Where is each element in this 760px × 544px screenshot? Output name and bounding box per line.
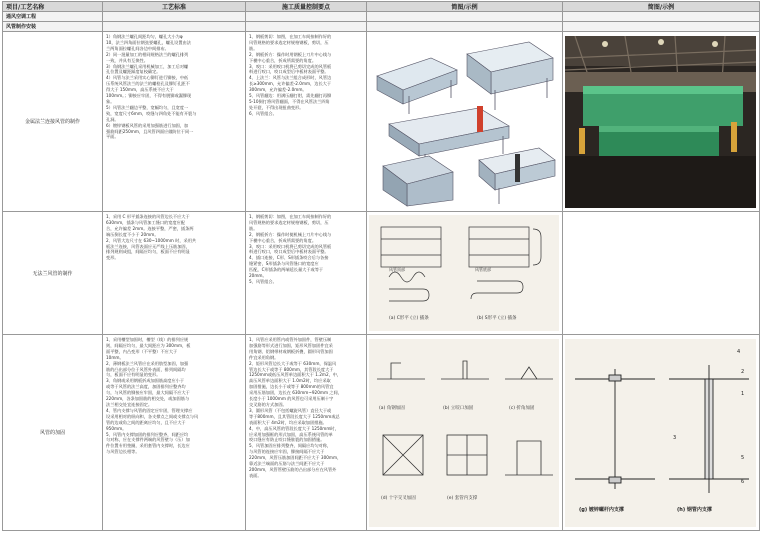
row-control: 1、钢板剪切：如图，在加工车间按制作好的 风管规格的要求选定材规格钢板，剪切，压 筋。 2、钢板折方：操作时使机械上刀片中心线与 下模中心重合，折成所需要的角度。 3、咬口：采用咬口机将已剪切完成的风管板 料进行咬口，咬口成型后中板材表面平整。 4、插口连接，C形、S形插条咬合后与各接 缝紧密，S形插条与风管缝口的宽度应 匹配，C形插条的两端延长量大于或等于 20mm。 5、风管组合。 xyxy=(246,212,367,335)
header-figure-2: 简图/示例 xyxy=(563,2,760,12)
header-row xyxy=(3,2,760,12)
bolt-support-caption: (g) 镀锌螺杆内支撑 xyxy=(579,506,624,513)
duct-fabrication-diagram xyxy=(369,36,559,208)
empty-figure-cell xyxy=(563,212,760,335)
table-row xyxy=(3,32,760,212)
s-insert-caption: (b) S形平 (立) 插条 xyxy=(477,316,517,321)
table-row xyxy=(3,335,760,531)
photo-cell xyxy=(563,32,760,212)
seaming-machine xyxy=(479,148,555,204)
fold-reinforce-caption: (c) 折角加固 xyxy=(509,405,535,411)
subsection-title: 风管制作安装 xyxy=(3,22,103,32)
reinforcement-diagram xyxy=(369,339,559,527)
row-name: 风管的加固 xyxy=(3,335,103,531)
num-2: 2 xyxy=(741,368,745,375)
header-figure-1: 简图/示例 xyxy=(367,2,563,12)
row-name: 无法兰风管的制作 xyxy=(3,212,103,335)
angle-reinforce-caption: (a) 角钢加固 xyxy=(379,405,405,411)
tube-support-caption: (e) 套管内支撑 xyxy=(447,495,478,501)
subsection-row xyxy=(3,22,760,32)
craft-table xyxy=(2,1,760,531)
internal-support-diagram xyxy=(565,339,756,527)
num-5: 5 xyxy=(741,454,745,461)
duct-top-label: 风管顶部 xyxy=(389,267,405,272)
top-reinforce-caption: (b) 立咬口加固 xyxy=(443,405,474,411)
table-row xyxy=(3,212,760,335)
duct-panel xyxy=(383,156,453,206)
header-name: 项目/工艺名称 xyxy=(3,2,103,12)
header-control: 施工质量控制要点 xyxy=(246,2,367,12)
roller-machine xyxy=(467,42,553,110)
row-standard: 1）角钢法兰螺孔间距均匀，螺孔大小为φ 10，法兰四角面拉钢弦要螺孔，螺孔设置由法 兰两角面拉螺孔间各边中间排布。 2）同一批量加工的相同规格法兰的螺孔排列 一致，并具有互换性。 3）角钢法兰螺孔采用机械加工，加工后对螺 孔位置及螺距踩度复校确定。 4）风管与法兰采用实心铆钉进行铆接，中低 压系统风管法兰的法兰的螺栓孔及铆钉孔距不 得大于 150mm，高压系统不应大于 100mm。；铆接应牢固，不得有脱铆或漏铆现 象。 5）风管法兰翻边平整，宽幅均匀，且宽度一 致，宽度尺寸6mm，咬缝与四角处不能有开裂与 孔洞。 6）镀锌钢板风管的采用加强筋进行加固，加 强筋间距250mm，且风管四面应做防位于同一 平面。 xyxy=(103,32,246,212)
num-3: 3 xyxy=(673,434,677,441)
num-4: 4 xyxy=(737,348,741,355)
row-standard: 1、采用 C 形平插条连接的风管边长不应大于 630mm，插条与风管加工缝口的宽度应配 合，允许偏差 2mm。连接平整，严密，插条两 端压倒长度不小于 20mm。 2、风管大边尺寸在 630~1000mm 时，采用共 板法兰连接，风管表面应无严线上压筋加固， 排列规则成组，间隔应均匀，板面不应有明显 变形。 xyxy=(103,212,246,335)
insert-strip-diagram xyxy=(369,215,559,331)
row-standard: 1、采用槽型加固时，槽型（线）的排列应规 则，间隔应均匀，最大间距应为 300mm，板 面平整，内凸变形（不平整）不应大于 10mm。 2、薄钢板法兰风管应在采用肋型加固，加强 筋的凸出部分位于风管外表面，排列间隔均 匀，板面不应有明显的变形。 3、角钢或采用钢板折成加固筋高度应小于 或等于风管的法兰高度，加固排列应整齐均 匀，与风管的铆接应牢固，最大间隔不应大于 220mm，各条加固筋的相交处，或加固筋与 法兰相交处宜连接固定。 4、管内支撑与风管的固定应牢固，管理支撑应 设采用相对的纵向和，各支撑点之间或支撑点与风 管的边或角之间的距离应均匀，且不应大于 950mm。 5、风管内支撑加固的排列应整齐，间距应均 匀对称，应在支撑件两端的风管壁与（压）加 件位置专用垫圈，采用套管内支撑时，长边应 与风管边长相等。 xyxy=(103,335,246,531)
workshop-photo xyxy=(565,36,756,208)
section-row xyxy=(3,12,760,22)
row-name: 金属法兰连接风管的制作 xyxy=(3,32,103,212)
cross-reinforce-caption: (d) 十字交叉加固 xyxy=(381,495,416,501)
section-title: 通风空调工程 xyxy=(3,12,103,22)
steel-support-caption: (h) 钢管内支撑 xyxy=(677,506,712,513)
figure-cell xyxy=(563,335,760,531)
shearing-machine xyxy=(377,58,457,114)
num-6: 6 xyxy=(741,478,745,485)
row-control: 1、钢板剪切：如图，在加工车间按制作好的 风管规格的要求选定材规格钢板，剪切，压 筋。 2、钢板折方：操作时用钢板上刀片中心线与 下模中心重合，折成所需要的角度。 3、咬口：采用咬口机将已剪切完成的风管板 料进行咬口，咬口成型后中板材表面平整。 4、上法兰：风管与法兰组合成形时，风管边 长≥300mm，允许偏差-2.0mm，边长大于 300mm，允许偏差-2.0mm。 5、风管翻边：用满压翻打钳，需先翻打再铆 5-10倒打将风管翻面，不得在风管法兰四角 处开裂，不得出现扭曲变形。 6、风管组合。 xyxy=(246,32,367,212)
c-insert-caption: (a) C形平 (立) 插条 xyxy=(389,316,429,321)
header-standard: 工艺标准 xyxy=(103,2,246,12)
duct-bottom-label: 风管底部 xyxy=(475,267,491,272)
row-control: 1、风管应采用管内或管外加固件，管壁压制 加强筋等形式进行加固，矩形风管加固件宜采 用角钢、铝钢带材或钢板折叠，圆形风管加固 件宜采用角钢。 2、矩形风管边长大于或等于 630mm，保温风 管边长大于或等于 800mm，其管段长度大于 1250mm或低压风管单边面积大于 1.2m2，中， 高压风管单边面积大于 1.0m2时，均应采取 加固措施，边长小于或等于 800mm的风管宜 采用压筋加固，边长在 630mm~920mm 之间， 长度小于 1000mm 的风管也可采用压制十字 交叉筋的方式加固。 3、圆形风管（不包括螺旋风管）直径大于或 等于800mm，且其管段长度大于 1250mm或总 表面积大于 4m2时，均应采取加固措施。 4、中，高压风管的管段长度大于 1250mm时， 应采用加强框的形式加固，高压系统风管的单 咬口缝应有防止咬口缝胀裂的加固措施。 5、风管加固应排列整齐，间隔应均匀对称， 与风管的连接应牢固，铆接间隔不应大于 220mm，风管压筋加固间距不应大于 300mm， 靠近法兰端面的压筋与法兰间距不应大于 200mm，风管管壁压筋的凸出部分应在风管外 表面。 xyxy=(246,335,367,531)
figure-cell xyxy=(367,32,563,212)
num-1: 1 xyxy=(741,390,745,397)
figure-cell xyxy=(367,335,563,531)
figure-cell xyxy=(367,212,563,335)
